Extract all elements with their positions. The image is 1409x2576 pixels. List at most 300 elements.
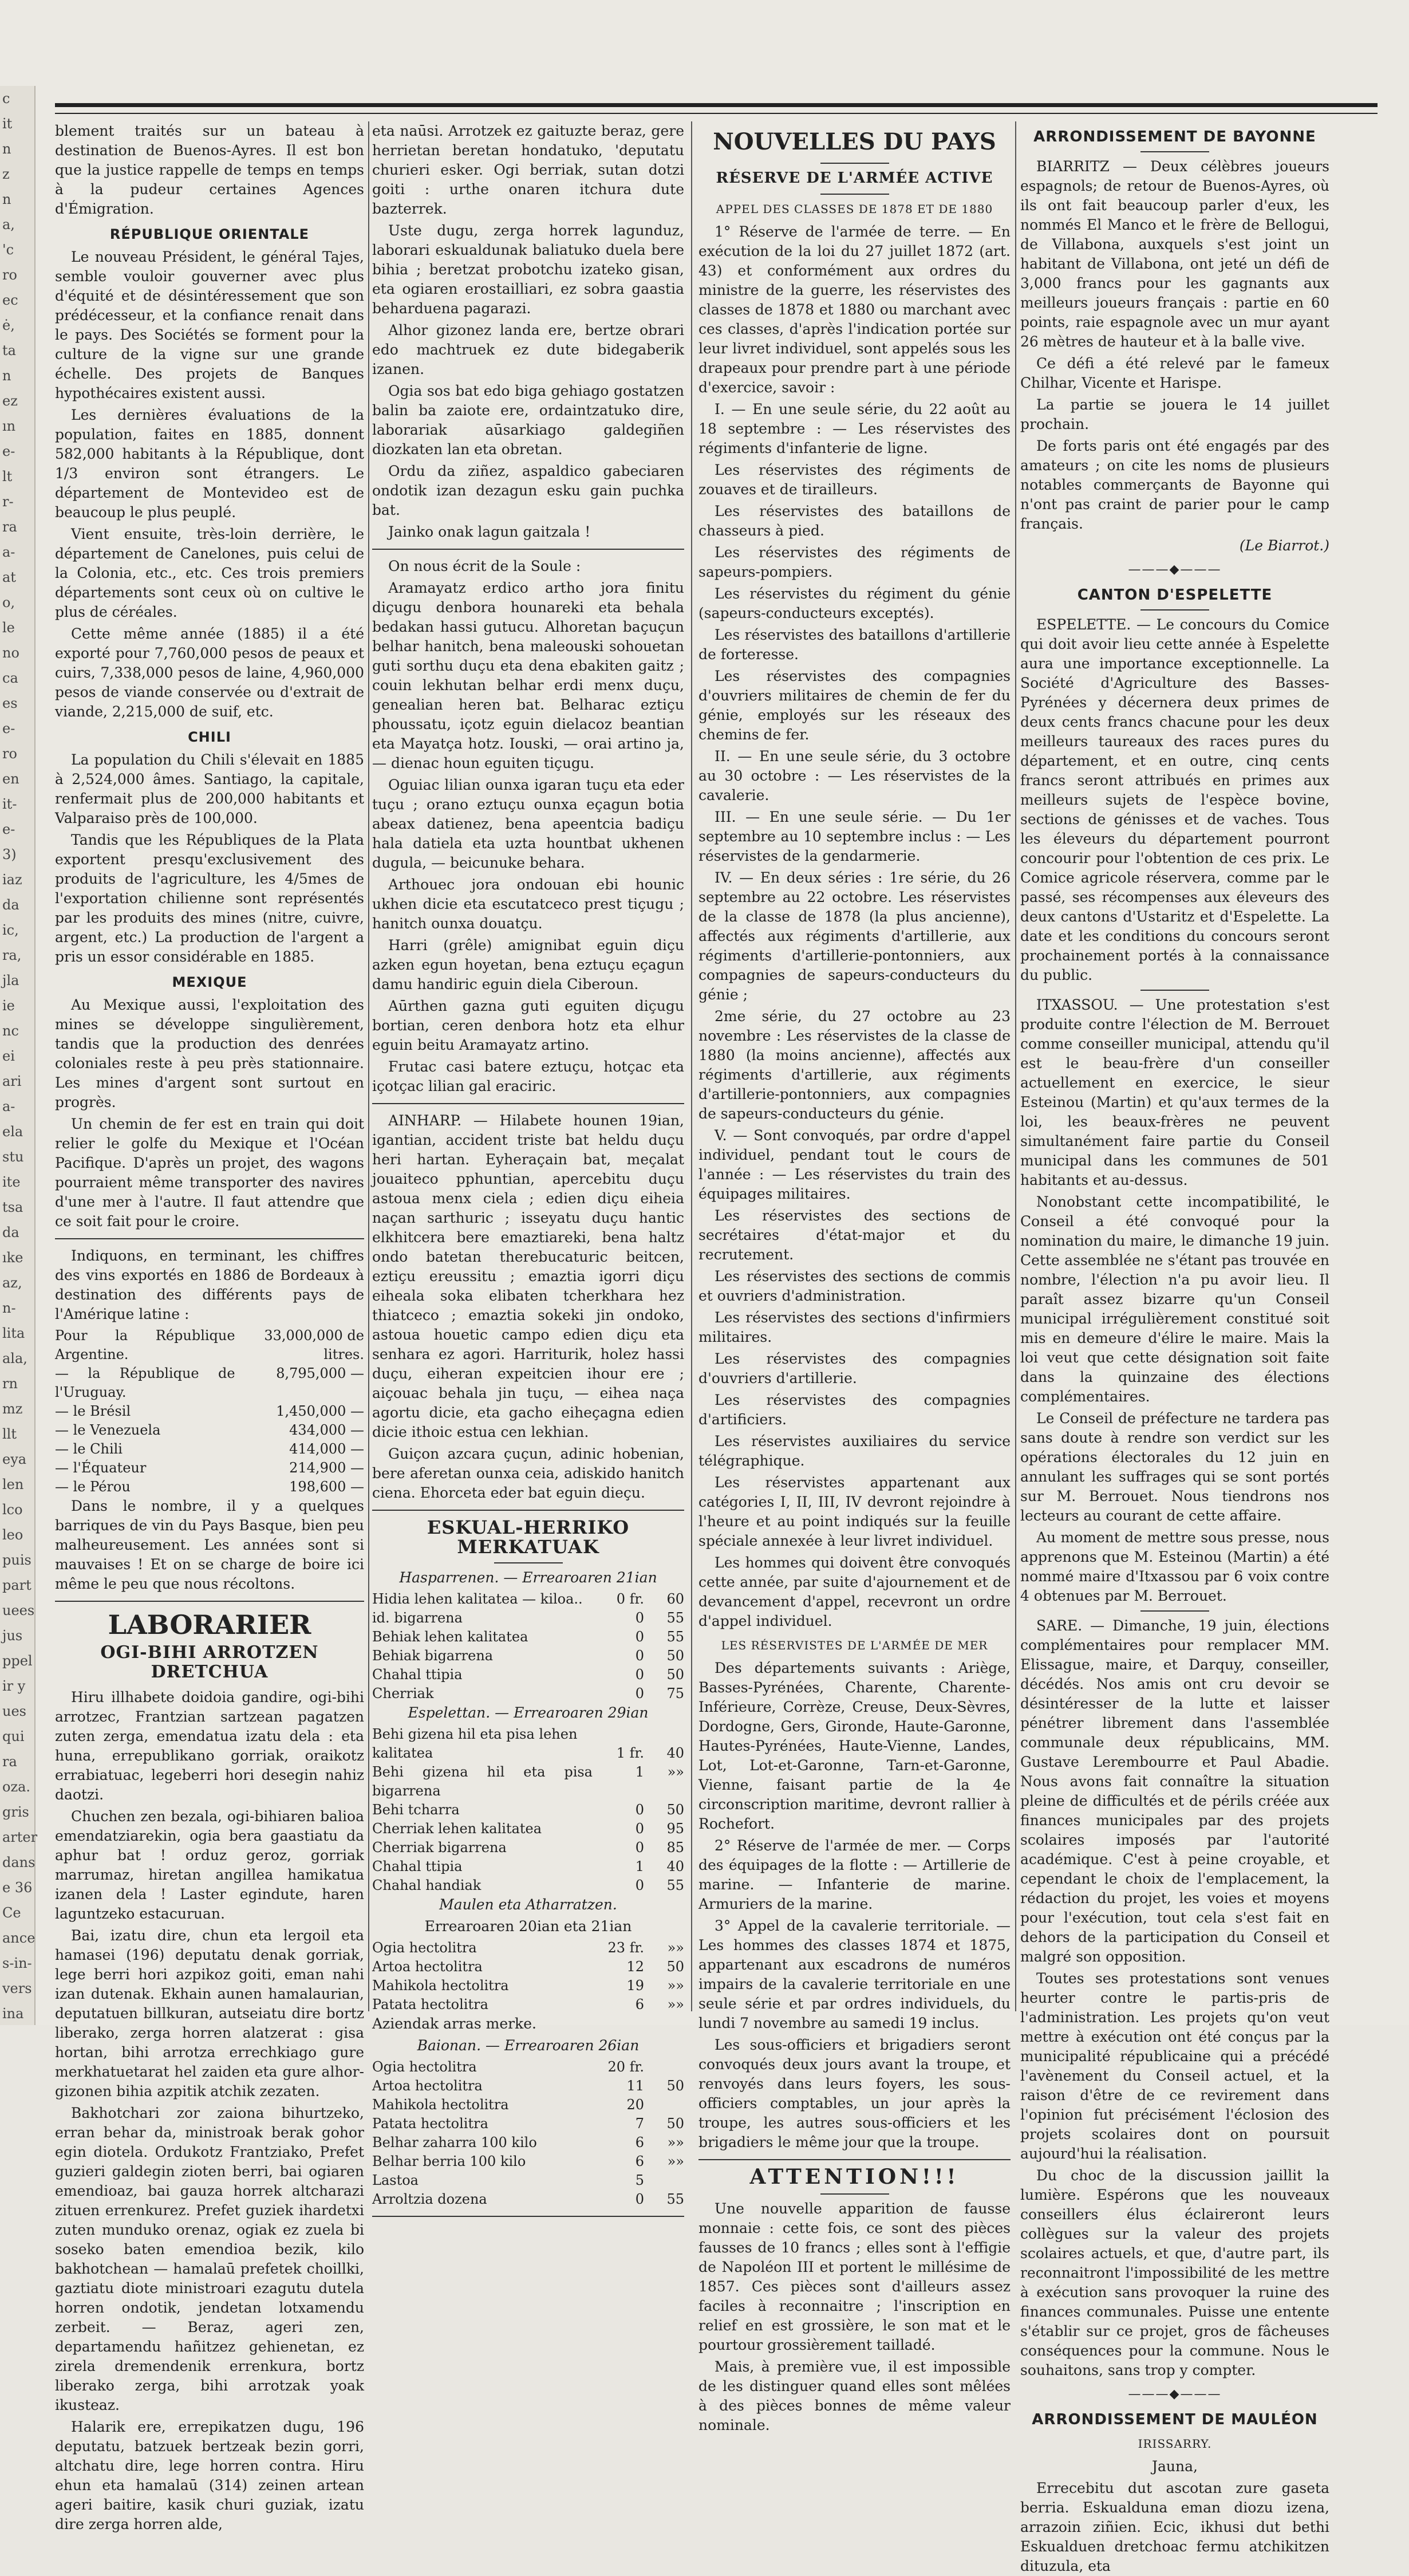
paragraph: Cette même année (1885) il a été exporté pour 7,760,000 pesos de peaux et cuirs, 7,338,000 pesos de laine, 4,960,000 pesos de viande conservée ou d'extrait de viande, 2,215,000 de suif, etc. <box>55 625 364 720</box>
table-row <box>372 2133 684 2152</box>
strip-fragment: dans <box>2 1854 35 1870</box>
paragraph: Les réservistes des sections de secrétaires d'état-major et du recrutement. <box>698 1207 1011 1263</box>
paragraph: Les réservistes des bataillons de chasseurs à pied. <box>698 503 1011 539</box>
strip-fragment: ite <box>2 1174 21 1190</box>
paragraph: Ce défi a été relevé par le fameux Chilhar, Vicente et Harispe. <box>1020 355 1329 391</box>
item-cell: Patata hectolitra <box>372 2116 488 2132</box>
strip-fragment: jla <box>2 972 19 988</box>
market-table-bayonne <box>372 2058 684 2209</box>
strip-fragment: ıke <box>2 1250 23 1266</box>
paragraph: Les réservistes auxiliaires du service télégraphique. <box>698 1433 1011 1469</box>
price-franc-cell: 0 <box>635 1685 644 1701</box>
price-franc-cell: 0 <box>635 1821 644 1837</box>
price-franc-cell: 0 <box>635 1877 644 1893</box>
strip-fragment: e- <box>2 720 15 736</box>
price-franc-cell: 0 fr. <box>616 1591 644 1607</box>
section-title-nouvelles: NOUVELLES DU PAYS <box>713 128 996 155</box>
strip-fragment: ei <box>2 1048 15 1064</box>
paragraph: Uste dugu, zerga horrek lagunduz, laborari eskualdunak baliatuko duela bere bihia ; beretzat probotchu izateko gisan, eta ogiaren erostailliari, ez sobra gaastia beharduena pagarazi. <box>372 222 684 317</box>
price-franc-cell: 0 <box>635 1648 644 1664</box>
table-row <box>55 1364 364 1402</box>
paragraph: Alhor gizonez landa ere, bertze obrari edo machtruek ez dute bidegaberik izanen. <box>372 322 684 377</box>
strip-fragment: ari <box>2 1073 22 1089</box>
item-cell: Cherriak <box>372 1685 434 1701</box>
price-cent-cell <box>644 1725 684 1744</box>
table-row <box>372 1725 684 1744</box>
item-cell: Behi tcharra <box>372 1802 460 1818</box>
paragraph: Des départements suivants : Ariège, Basses-Pyrénées, Charente, Charente-Inférieure, Corrèze, Creuse, Deux-Sèvres, Dordogne, Gers, Gironde, Haute-Garonne, Hautes-Pyrénées, Haute-Vienne, Landes, Lot, Lot-et-Garonne, Tarn-et-Garonne, Vienne, faisant partie de la 4e circonscription maritime, devront rallier à Rochefort. <box>698 1660 1011 1832</box>
item-cell: Artoa hectolitra <box>372 1959 483 1975</box>
item-cell: Belhar zaharra 100 kilo <box>372 2134 537 2150</box>
paragraph: Les réservistes des compagnies d'ouvriers d'artillerie. <box>698 1350 1011 1387</box>
strip-fragment: mz <box>2 1401 23 1417</box>
paragraph: Les sous-officiers et brigadiers seront convoqués deux jours avant la troupe, et renvoyés dans leurs foyers, les sous-officiers comptables, un jour après la troupe, les autres sous-officiers et les brigadiers le même jour que la troupe. <box>698 2037 1011 2150</box>
paragraph: Oguiac lilian ounxa igaran tuçu eta eder tuçu ; orano eztuçu ounxa eçagun botia abeax datienez, bena apeentcia badiçu hala datiela eta uzta hountbat ukhenen dugula, — beicunuke behara. <box>372 777 684 871</box>
table-row <box>372 2114 684 2133</box>
price-franc-cell: 20 <box>626 2097 644 2113</box>
table-row <box>55 1459 364 1478</box>
subheading-appel: APPEL DES CLASSES DE 1878 ET DE 1880 <box>716 202 993 216</box>
paragraph: 2me série, du 27 octobre au 23 novembre : Les réservistes de la classe de 1880 (la moins ancienne), affectés aux régiments d'artillerie, aux régiments d'artillerie-pontonniers, aux compagnies de sapeurs-conducteurs du génie. <box>698 1008 1011 1122</box>
table-row <box>372 2171 684 2190</box>
strip-fragment: le <box>2 620 15 636</box>
strip-fragment: da <box>2 1224 19 1240</box>
strip-fragment: a, <box>2 216 15 233</box>
price-cent-cell: 50 <box>666 1648 684 1664</box>
strip-fragment: it- <box>2 796 17 812</box>
item-cell: kalitatea <box>372 1745 433 1761</box>
market-table-mauleon <box>372 1939 684 2014</box>
paragraph: Les réservistes des régiments de sapeurs-pompiers. <box>698 544 1011 580</box>
divider <box>372 2216 684 2217</box>
paragraph: SARE. — Dimanche, 19 juin, élections complémentaires pour remplacer MM. Elissague, maire, et Darquy, conseiller, décédés. Nos amis ont cru devoir se désintéresser de la lutte et laisser pénétrer librement dans l'assemblée communale deux républicains, MM. Gustave Lerembourre et Paul Abadie. Nous avons fait connaître la situation pleine de difficultés et de périls créée aux finances municipales par des projets scolaires imposés par l'autorité académique. C'est à peine croyable, et cependant le choix de l'emplacement, la rédaction du projet, les voies et moyens pour l'exécution, tout cela s'est fait en dehors de la participation du Conseil et malgré son opposition. <box>1020 1617 1329 1965</box>
price-cent-cell: 55 <box>666 1629 684 1645</box>
divider <box>55 1238 364 1239</box>
strip-fragment: ın <box>2 418 16 434</box>
market-subheading: Errearoaren 20ian eta 21ian <box>424 1918 632 1935</box>
paragraph: Indiquons, en terminant, les chiffres des vins exportés en 1886 de Bordeaux à destination des différents pays de l'Amérique latine : <box>55 1247 364 1322</box>
section-heading-uruguay: RÉPUBLIQUE ORIENTALE <box>109 226 310 242</box>
price-franc-cell: 0 <box>635 1667 644 1683</box>
strip-fragment: stu <box>2 1149 24 1165</box>
item-cell: Behi gizena hil eta pisa bigarrena <box>372 1764 593 1799</box>
column-2 <box>372 121 684 2207</box>
article-title-reserve: RÉSERVE DE L'ARMÉE ACTIVE <box>716 170 993 187</box>
strip-fragment: n- <box>2 1300 16 1316</box>
volume-cell: 414,000 — <box>289 1441 364 1457</box>
price-franc-cell: 1 <box>635 1764 644 1780</box>
strip-fragment: ues <box>2 1703 26 1719</box>
paragraph: Ogia sos bat edo biga gehiago gostatzen balin ba zaiote ere, ordaintzatuko dire, laborariak aūsarkiago galdegiñen diozkaten lan eta obretan. <box>372 383 684 458</box>
strip-fragment: n <box>2 141 11 157</box>
strip-fragment: ance <box>2 1930 35 1946</box>
price-franc-cell: 1 <box>635 1858 644 1874</box>
strip-fragment: ta <box>2 342 16 359</box>
divider <box>698 2159 1011 2160</box>
section-title-attention: ATTENTION!!! <box>749 2165 960 2189</box>
strip-fragment: a- <box>2 544 15 560</box>
strip-fragment: ppel <box>2 1653 33 1669</box>
paragraph: ESPELETTE. — Le concours du Comice qui doit avoir lieu cette année à Espelette aura une importance exceptionnelle. La Société d'Agriculture des Basses-Pyrénées y décernera deux primes de deux cents francs chacune pour les deux meilleurs taureaux des races pures du département, et en outre, cinq cents francs seront attribués en primes aux meilleurs sujets de l'espèce bovine, sections de génisses et de vaches. Tous les éleveurs du département pourront concourir pour l'obtention de ces prix. Le Comice agricole réservera, comme par le passé, ses récompenses aux éleveurs des deux cantons d'Ustaritz et d'Espelette. La date et les conditions du concours seront prochainement portés à la connaissance du public. <box>1020 616 1329 983</box>
strip-fragment: gris <box>2 1804 29 1820</box>
section-heading-mexique: MEXIQUE <box>172 974 247 990</box>
paragraph: III. — En une seule série. — Du 1er septembre au 10 septembre inclus : — Les réservistes de la gendarmerie. <box>698 809 1011 864</box>
price-franc-cell: 12 <box>626 1959 644 1975</box>
country-cell: — la République de l'Uruguay. <box>55 1365 235 1400</box>
table-row <box>55 1478 364 1496</box>
table-row <box>372 1939 684 1957</box>
table-row <box>372 1609 684 1628</box>
divider <box>55 1601 364 1602</box>
salutation: Jauna, <box>1152 2458 1198 2475</box>
paragraph: La partie se jouera le 14 juillet prochain. <box>1020 396 1329 432</box>
divider <box>1140 609 1209 610</box>
divider <box>1140 1610 1209 1612</box>
strip-fragment: qui <box>2 1728 25 1744</box>
item-cell: Cherriak bigarrena <box>372 1840 507 1856</box>
section-title-espelette: CANTON D'ESPELETTE <box>1077 586 1273 604</box>
strip-fragment: r- <box>2 494 14 510</box>
price-cent-cell: 75 <box>666 1685 684 1701</box>
price-cent-cell: 40 <box>666 1858 684 1874</box>
price-franc-cell: 0 <box>635 2191 644 2207</box>
table-row <box>372 1957 684 1976</box>
price-cent-cell: 85 <box>666 1840 684 1856</box>
price-franc-cell: 0 <box>635 1802 644 1818</box>
paragraph: Les réservistes des compagnies d'artificiers. <box>698 1392 1011 1428</box>
price-franc-cell: 23 fr. <box>607 1940 644 1956</box>
volume-cell: 198,600 — <box>289 1479 364 1495</box>
strip-fragment: lco <box>2 1502 23 1518</box>
country-cell: — le Brésil <box>55 1403 131 1419</box>
price-cent-cell: »» <box>667 1764 684 1780</box>
divider <box>372 549 684 550</box>
price-franc-cell: 6 <box>635 2153 644 2169</box>
price-franc-cell: 19 <box>626 1978 644 1994</box>
table-row <box>372 1876 684 1895</box>
section-title-merkatuak: ESKUAL-HERRIKO MERKATUAK <box>427 1517 630 1558</box>
item-cell: Cherriak lehen kalitatea <box>372 1821 542 1837</box>
table-row <box>372 1744 684 1763</box>
item-cell: Mahikola hectolitra <box>372 2097 509 2113</box>
item-cell: Artoa hectolitra <box>372 2078 483 2094</box>
table-row <box>372 1976 684 1995</box>
strip-fragment: ir y <box>2 1678 26 1694</box>
item-cell: Lastoa <box>372 2172 419 2188</box>
paragraph: Nonobstant cette incompatibilité, le Conseil a été convoqué pour la nomination du maire, le dimanche 19 juin. Cette assemblée ne s'étant pas trouvée en nombre, l'élection n'a pu avoir lieu. Il paraît assez bizarre qu'un Conseil municipal irrégulièrement constitué soit mis en demeure d'élire le maire. Mais la loi veut que cette désignation soit faite dans la quinzaine des élections complémentaires. <box>1020 1194 1329 1405</box>
price-franc-cell: 5 <box>635 2172 644 2188</box>
price-cent-cell: 55 <box>666 2191 684 2207</box>
price-cent-cell: 50 <box>666 1959 684 1975</box>
price-cent-cell: »» <box>667 2134 684 2150</box>
paragraph: La population du Chili s'élevait en 1885 à 2,524,000 âmes. Santiago, la capitale, renfermait plus de 200,000 habitants et Valparaiso près de 100,000. <box>55 751 364 826</box>
price-franc-cell: 1 fr. <box>616 1745 644 1761</box>
paragraph: Au Mexique aussi, l'exploitation des mines se développe singulièrement, tandis que la production des denrées coloniales reste à peu près stationnaire. Les mines d'argent sont surtout en progrès. <box>55 996 364 1110</box>
paragraph: Harri (grêle) amignibat eguin diçu azken egun hoyetan, bena eztuçu eçagun damu handiric eguin diela Ciberoun. <box>372 937 684 992</box>
strip-fragment: n <box>2 191 11 207</box>
table-row <box>372 2096 684 2114</box>
strip-fragment: n <box>2 368 11 384</box>
strip-fragment: en <box>2 771 19 787</box>
paragraph: I. — En une seule série, du 22 août au 18 septembre : — Les réservistes des régiments d'infanterie de ligne. <box>698 401 1011 456</box>
item-cell: Belhar berria 100 kilo <box>372 2153 526 2169</box>
price-cent-cell: 40 <box>666 1745 684 1761</box>
divider <box>820 194 889 195</box>
column-4 <box>1020 121 1329 2574</box>
divider <box>820 2193 889 2195</box>
strip-fragment: c <box>2 90 10 107</box>
strip-fragment: at <box>2 569 16 585</box>
strip-fragment: len <box>2 1476 24 1492</box>
table-row <box>55 1440 364 1459</box>
table-row <box>55 1326 364 1364</box>
strip-fragment: ez <box>2 393 18 409</box>
table-row <box>372 1801 684 1819</box>
paragraph: 2° Réserve de l'armée de mer. — Corps des équipages de la flotte : — Artillerie de marine. — Infanterie de marine. Armuriers de la marine. <box>698 1837 1011 1912</box>
column-separator <box>1015 121 1016 2011</box>
adjacent-page-strip <box>0 86 38 2025</box>
strip-fragment: jus <box>2 1628 23 1644</box>
item-cell: Behiak bigarrena <box>372 1648 494 1664</box>
table-row <box>55 1421 364 1440</box>
paragraph: Arthouec jora ondouan ebi hounic ukhen dicie eta escutatceco prest tiçugu ; hanitch ounxa douatçu. <box>372 876 684 932</box>
strip-fragment: ca <box>2 670 18 686</box>
country-cell: Pour la République Argentine. <box>55 1328 235 1362</box>
paragraph: Bai, izatu dire, chun eta lergoil eta hamasei (196) deputatu denak gorriak, lege berri hori azpikoz goiti, eman nahi izan dutenak. Ekhain aunen hamalaurian, deputatuen billkuran, autseiatu dire bortz liberako, zerga horren alatzerat : gisa hortan, bihi arrotza errechkiago gure merkhatuetarat hel zaiden eta gure alhor-gizonen bihia azpitik atchik zezaten. <box>55 1927 364 2100</box>
item-cell: Ogia hectolitra <box>372 2059 477 2075</box>
article-title-ogibihi: OGI-BIHI ARROTZEN DRETCHUA <box>100 1643 319 1682</box>
divider <box>372 1103 684 1104</box>
strip-fragment: rn <box>2 1376 18 1392</box>
paragraph: Les réservistes des sections d'infirmiers militaires. <box>698 1309 1011 1345</box>
paragraph: Les réservistes des sections de commis et ouvriers d'administration. <box>698 1268 1011 1304</box>
paragraph: Vient ensuite, très-loin derrière, le département de Canelones, puis celui de la Colonia, etc., etc. Ces trois premiers départements sont ceux où on cultive le plus de céréales. <box>55 526 364 620</box>
item-cell: Ogia hectolitra <box>372 1940 477 1956</box>
market-heading: Espelettan. — Errearoaren 29ian <box>408 1704 649 1721</box>
table-row <box>55 1402 364 1421</box>
paragraph: Frutac casi batere eztuçu, hotçac eta içotçac lilian gal eraciric. <box>372 1058 684 1094</box>
section-title-mauleon: ARRONDISSEMENT DE MAULÉON <box>1032 2411 1318 2428</box>
country-cell: — le Pérou <box>55 1479 131 1495</box>
paragraph: Aramayatz erdico artho jora finitu diçugu denbora hounareki eta behala bedakan hassi gutucu. Alhoretan baçuçun belhar hanitch, bena maleouski sohouetan guti sorthu duçu eta dena ebakiten gaitz ; couin lekhutan belhar erdi menx duçu, genealian heren bat. Belharac eztiçu phoussatu, içotz eguin dielacoz beantian eta Mayatça hotz. Iouski, — orai artino ja, — dienac houn eguiten tiçugu. <box>372 580 684 771</box>
item-cell: Arroltzia dozena <box>372 2191 487 2207</box>
paragraph: Chuchen zen bezala, ogi-bihiaren balioa emendatziarekin, ogia bera gaastiatu da aphur bat ! orduz geroz, gorriak marrumaz, hiretan angillea hamikatua izanen dela ! Laster egindute, haren laguntzeko estacuruan. <box>55 1808 364 1922</box>
volume-cell: 434,000 — <box>289 1422 364 1438</box>
paragraph: Ordu da ziñez, aspaldico gabeciaren ondotik izan dezagun esku gain puchka bat. <box>372 463 684 518</box>
subheading-mer: LES RÉSERVISTES DE L'ARMÉE DE MER <box>721 1638 988 1652</box>
volume-cell: 1,450,000 — <box>276 1403 364 1419</box>
strip-fragment: arter <box>2 1829 38 1845</box>
table-row <box>372 1838 684 1857</box>
strip-fragment: ec <box>2 292 18 308</box>
divider <box>494 1562 563 1563</box>
volume-cell: 33,000,000 de litres. <box>264 1328 364 1362</box>
price-cent-cell: »» <box>667 2153 684 2169</box>
divider <box>372 1510 684 1511</box>
table-row <box>372 1684 684 1703</box>
divider <box>820 163 889 164</box>
country-cell: — l'Équateur <box>55 1460 147 1476</box>
ornament-divider: ———◆——— <box>1128 562 1222 577</box>
volume-cell: 214,900 — <box>289 1460 364 1476</box>
strip-fragment: z <box>2 166 10 182</box>
market-heading: Maulen eta Atharratzen. <box>439 1896 617 1913</box>
price-cent-cell: 60 <box>666 1591 684 1607</box>
market-note: Aziendak arras merke. <box>372 2015 536 2032</box>
strip-fragment: llt <box>2 1426 17 1442</box>
strip-fragment: nc <box>2 1023 19 1039</box>
strip-fragment: uees <box>2 1602 35 1618</box>
paragraph: Une nouvelle apparition de fausse monnaie : cette fois, ce sont des pièces fausses de 10 francs ; elles sont à l'effigie de Napoléon III et portent le millésime de 1857. Ces pièces sont d'ailleurs assez faciles à reconnaitre ; l'inscription en relief en est grossière, le son mat et le pourtour grossièrement tailladé. <box>698 2200 1011 2353</box>
paragraph: Les réservistes des régiments de zouaves et de tirailleurs. <box>698 462 1011 498</box>
strip-fragment: s-in- <box>2 1955 32 1971</box>
item-cell: Chahal ttipia <box>372 1667 463 1683</box>
market-heading: Hasparrenen. — Errearoaren 21ian <box>399 1569 657 1586</box>
paragraph: IV. — En deux séries : 1re série, du 26 septembre au 22 octobre. Les réservistes de la classe de 1878 (la plus ancienne), affectés aux régiments d'artillerie, aux régiments d'artillerie-pontonniers, aux compagnies de sapeurs-conducteurs du génie ; <box>698 869 1011 1003</box>
item-cell: Mahikola hectolitra <box>372 1978 509 1994</box>
strip-fragment: it <box>2 116 13 132</box>
strip-fragment: e 36 <box>2 1880 33 1896</box>
strip-fragment: Ce <box>2 1905 21 1921</box>
price-cent-cell: 50 <box>666 1667 684 1683</box>
strip-fragment: puis <box>2 1552 31 1568</box>
paragraph: Jainko onak lagun gaitzala ! <box>388 523 591 540</box>
strip-fragment: lt <box>2 468 13 485</box>
paragraph: Du choc de la discussion jaillit la lumière. Espérons que les nouveaux conseillers élus éclaireront leurs collègues sur la valeur des projets scolaires actuels, et que, d'autre part, ils reconnaitront l'impossibilité de les mettre à exécution sans provoquer la ruine des finances communales. Puisse une entente s'établir sur ce projet, gros de fâcheuses conséquences pour la commune. Nous le souhaitons, sans trop y compter. <box>1020 2167 1329 2378</box>
strip-fragment: ra <box>2 1754 17 1770</box>
price-franc-cell: 0 <box>635 1610 644 1626</box>
price-franc-cell: 20 fr. <box>607 2059 644 2075</box>
item-cell: Chahal handiak <box>372 1877 481 1893</box>
strip-fragment: leo <box>2 1527 23 1543</box>
item-cell: id. bigarrena <box>372 1610 463 1626</box>
price-franc-cell: 7 <box>635 2116 644 2132</box>
paragraph: Aūrthen gazna guti eguiten diçugu bortian, ceren denbora hotz eta elhur eguin beitu Aramayatz artino. <box>372 998 684 1053</box>
item-cell: Behi gizena hil eta pisa lehen <box>372 1726 578 1742</box>
strip-fragment: eya <box>2 1451 27 1467</box>
table-row <box>372 1665 684 1684</box>
column-3 <box>698 121 1011 2433</box>
market-table-hasparren <box>372 1590 684 1703</box>
top-rule <box>55 103 1378 114</box>
paragraph: Le nouveau Président, le général Tajes, semble vouloir gouverner avec plus d'équité et de désintéressement que son prédécesseur, et la confiance renait dans le pays. Des Sociétés se forment pour la culture de la vigne sur une grande échelle. Des projets de Banques hypothécaires existent aussi. <box>55 249 364 401</box>
source-signature: (Le Biarrot.) <box>1239 537 1329 554</box>
paragraph: Les hommes qui doivent être convoqués cette année, par suite d'ajournement et de devancement d'appel, recevront un ordre d'appel individuel. <box>698 1554 1011 1629</box>
paragraph: blement traités sur un bateau à destination de Buenos-Ayres. Il est bon que la justice rappelle de temps en temps à la pudeur certaines Agences d'Émigration. <box>55 123 364 217</box>
table-row <box>372 1819 684 1838</box>
paragraph: De forts paris ont été engagés par des amateurs ; on cite les noms de plusieurs notables commerçants de Bayonne qui n'ont pas craint de parier pour le camp français. <box>1020 438 1329 532</box>
price-franc-cell <box>593 1725 644 1744</box>
price-franc-cell: 0 <box>635 1840 644 1856</box>
price-cent-cell <box>644 2096 684 2114</box>
paragraph: Bakhotchari zor zaiona bihurtzeko, erran behar da, ministroak berak gohor egin diotela. Ordukotz Frantziako, Prefet guzieri galdegin zioten berri, bai ogiaren emendioaz, bai gauza horrek altcharazi zituen errenkurez. Prefet guziek ihardetxi zuten munduko orenaz, ogiak ez zuela bi soseko baten emendioa bezik, kilo bakhotchean — hamalaū prefetek choillki, gaztiatu diote ministroari ezagutu dutela horren ondotik, jendetan lotxamendu zerbeit. — Beraz, ageri zen, departamendu hañitzez gehienetan, ez zirela dremendenik errenkura, bortz liberako zerga, bihi arrotzak yoak ikusteaz. <box>55 2105 364 2413</box>
paragraph: Hiru illhabete doidoia gandire, ogi-bihi arrotzec, Frantzian sartzean pagatzen zuten zerga, emendatua izatu dela : eta huna, errepublikano gorriak, oraikotz errabiatuac, legeberri hori desegin nahiz daotzi. <box>55 1689 364 1803</box>
strip-fragment: ie <box>2 998 15 1014</box>
price-cent-cell: »» <box>667 1996 684 2012</box>
strip-fragment: az, <box>2 1275 22 1291</box>
paragraph: Au moment de mettre sous presse, nous apprenons que M. Esteinou (Martin) a été nommé maire d'Itxassou par 6 voix contre 4 obtenues par M. Berrouet. <box>1020 1529 1329 1604</box>
strip-fragment: iaz <box>2 872 22 888</box>
strip-fragment: da <box>2 897 19 913</box>
strip-fragment: ala, <box>2 1350 27 1366</box>
price-franc-cell: 0 <box>635 1629 644 1645</box>
ornament-divider: ———◆——— <box>1128 2387 1222 2401</box>
strip-fragment: oza. <box>2 1779 31 1795</box>
table-row <box>372 2077 684 2096</box>
strip-fragment: e- <box>2 443 15 459</box>
price-cent-cell: 50 <box>666 2116 684 2132</box>
paragraph: Les réservistes des bataillons d'artillerie de forteresse. <box>698 627 1011 663</box>
price-cent-cell: 95 <box>666 1821 684 1837</box>
strip-fragment: vers <box>2 1980 32 1996</box>
paragraph: Halarik ere, errepikatzen dugu, 196 deputatu, batzuek bertzeak bezin gorri, altchatu dire, lege horren contra. Hiru ehun eta hamalaū (314) zeinen artean ageri baitire, kasik churi guziak, izatu dire zerga horren alde, <box>55 2419 364 2532</box>
paragraph: Dans le nombre, il y a quelques barriques de vin du Pays Basque, bien peu malheureusement. Les années sont si mauvaises ! Et on se charge de boire ici même le peu que nous récoltons. <box>55 1498 364 1592</box>
price-franc-cell: 6 <box>635 2134 644 2150</box>
country-cell: — le Venezuela <box>55 1422 161 1438</box>
item-cell: Patata hectolitra <box>372 1996 488 2012</box>
price-cent-cell: 55 <box>666 1877 684 1893</box>
strip-fragment: o, <box>2 594 15 610</box>
strip-fragment: e- <box>2 821 15 837</box>
strip-fragment: a- <box>2 1098 15 1114</box>
strip-fragment: es <box>2 695 18 711</box>
paragraph: BIARRITZ — Deux célèbres joueurs espagnols; de retour de Buenos-Ayres, où ils ont fait beaucoup parler d'eux, les nommés El Manco et le frère de Bellogui, de Villabona, auxquels s'est joint un habitant de Villabona, ont jeté un défi de 3,000 francs pour les gagnants aux meilleurs joueurs français : partie en 60 points, raie espagnole avec un mur ayant 26 mètres de hauteur et à la balle vive. <box>1020 158 1329 350</box>
divider <box>1140 151 1209 152</box>
strip-fragment: ra, <box>2 947 22 963</box>
table-row <box>372 2190 684 2209</box>
paragraph: Guiçon azcara çuçun, adinic hobenian, bere aferetan ounxa ceia, adiskido hanitch ciena. Ehorceta eder bat eguin dieçu. <box>372 1445 684 1501</box>
section-title-bayonne: ARRONDISSEMENT DE BAYONNE <box>1033 128 1316 145</box>
table-row <box>372 1628 684 1647</box>
wine-export-table <box>55 1326 364 1496</box>
item-cell: Chahal ttipia <box>372 1858 463 1874</box>
paragraph: ITXASSOU. — Une protestation s'est produite contre l'élection de M. Berrouet comme conseiller municipal, attendu qu'il est le beau-frère d'un conseiller actuellement en exercice, le sieur Esteinou (Martin) et qu'aux termes de la loi, les beaux-frères ne peuvent simultanément faire partie du Conseil municipal dans les communes de 501 habitants et au-dessus. <box>1020 996 1329 1188</box>
paragraph: 1° Réserve de l'armée de terre. — En exécution de la loi du 27 juillet 1872 (art. 43) et conformément aux ordres du ministre de la guerre, les réservistes des classes de 1878 et 1880 ou marchant avec ces classes, d'après l'indication portée sur leur livret individuel, sont appelés sous les drapeaux pour prendre part à une période d'exercice, savoir : <box>698 223 1011 396</box>
strip-fragment: 3) <box>2 846 17 862</box>
strip-fragment: part <box>2 1577 31 1593</box>
paragraph: Toutes ses protestations sont venues heurter contre le partis-pris de l'administration. Les projets qu'on veut mettre à exécution ont été conçus par la municipalité républicaine qui a précédé l'avènement du Conseil actuel, et la raison d'être de ce revirement dans l'opinion fut précisément l'éclosion des projets scolaires dont on poursuit aujourd'hui la réalisation. <box>1020 1970 1329 2162</box>
market-heading: Baionan. — Errearoaren 26ian <box>417 2037 640 2054</box>
price-cent-cell: »» <box>667 1978 684 1994</box>
paragraph: eta naūsi. Arrotzek ez gaituzte beraz, gere herrietan beretan hondatuko, 'deputatu churieri esker. Ogi berriak, sutan dotzi goiti : urthe onaren itchura dute bazterrek. <box>372 123 684 217</box>
paragraph: Mais, à première vue, il est impossible de les distinguer quand elles sont mêlées à des pièces bonnes de même valeur nominale. <box>698 2358 1011 2433</box>
subheading-irissarry: IRISSARRY. <box>1138 2437 1212 2451</box>
table-row <box>372 1590 684 1609</box>
section-heading-chili: CHILI <box>188 729 231 745</box>
table-row <box>372 1763 684 1801</box>
paragraph: Le Conseil de préfecture ne tardera pas sans doute à rendre son verdict sur les opérations électorales du 12 juin en annulant les suffrages qui se sont portés sur M. Berrouet. Nous tiendrons nos lecteurs au courant de cette affaire. <box>1020 1410 1329 1524</box>
volume-cell: 8,795,000 — <box>276 1365 364 1381</box>
item-cell: Hidia lehen kalitatea — kiloa.. <box>372 1591 583 1607</box>
strip-fragment: 'c <box>2 242 14 258</box>
column-separator <box>368 121 369 2011</box>
table-row <box>372 1857 684 1876</box>
strip-fragment: no <box>2 645 19 661</box>
paragraph: Errecebitu dut ascotan zure gaseta berria. Eskualduna eman diozu izena, arrazoin ziñien. Ecic, ikhusi dut bethi Eskualduen dretchoac fermu atchikitzen dituzula, eta <box>1020 2480 1329 2574</box>
paragraph: Les réservistes des compagnies d'ouvriers militaires de chemin de fer du génie, employés sur les réseaux des chemins de fer. <box>698 668 1011 743</box>
paragraph: Les réservistes du régiment du génie (sapeurs-conducteurs exceptés). <box>698 585 1011 621</box>
paragraph: Les réservistes appartenant aux catégories I, II, III, IV devront rejoindre à l'heure et au point indiqués sur la feuille spéciale annexée à leur livret individuel. <box>698 1474 1011 1549</box>
table-row <box>372 1995 684 2014</box>
paragraph: Un chemin de fer est en train qui doit relier le golfe du Mexique et l'Océan Pacifique. D'après un projet, des wagons pourraient même transporter des navires d'une mer à l'autre. Il faut attendre que ce soit fait pour le croire. <box>55 1116 364 1230</box>
paragraph: On nous écrit de la Soule : <box>388 558 581 574</box>
table-row <box>372 1647 684 1665</box>
strip-fragment: ic, <box>2 922 19 938</box>
paragraph: II. — En une seule série, du 3 octobre au 30 octobre : — Les réservistes de la cavalerie. <box>698 748 1011 803</box>
strip-fragment: ela <box>2 1124 23 1140</box>
paragraph: V. — Sont convoqués, par ordre d'appel individuel, pendant tout le cours de l'année : — Les réservistes du train des équipages militaires. <box>698 1127 1011 1202</box>
paragraph: Les dernières évaluations de la population, faites en 1885, donnent 582,000 habitants à la République, dont 1/3 environ sont étrangers. Le département de Montevideo est de beaucoup le plus peuplé. <box>55 407 364 521</box>
